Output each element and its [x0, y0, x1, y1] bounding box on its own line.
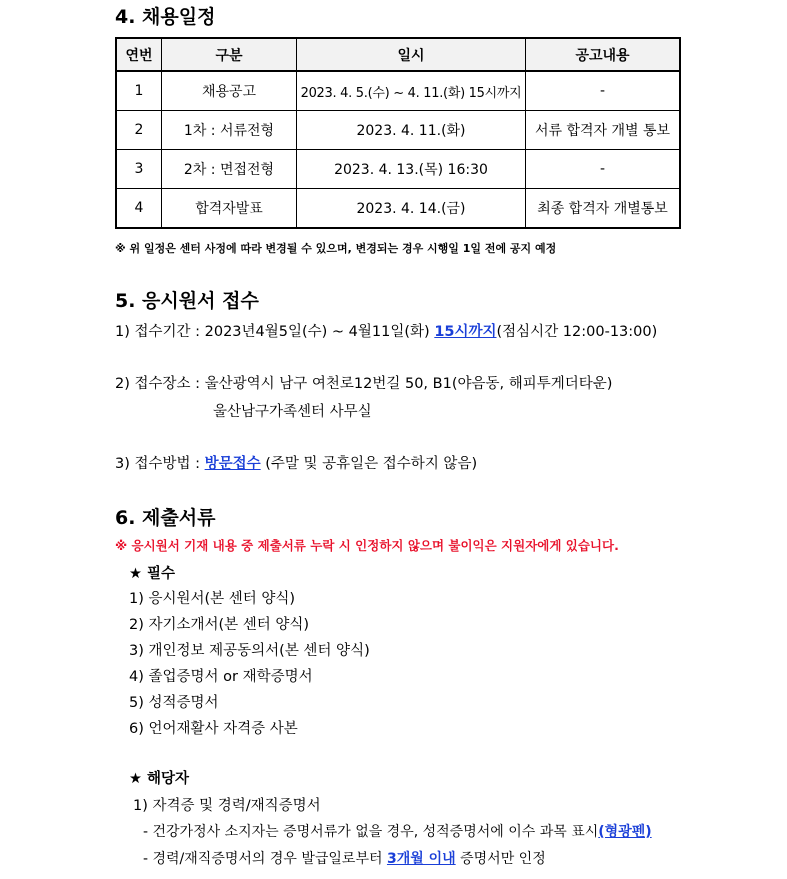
section4-title: 4. 채용일정: [115, 6, 216, 28]
schedule-table: [115, 37, 681, 229]
table-row: [116, 189, 680, 229]
section6-title: 6. 제출서류: [115, 507, 216, 529]
section5-title: 5. 응시원서 접수: [115, 290, 259, 312]
applicable-item: 1) 자격증 및 경력/재직증명서: [133, 798, 321, 814]
table-cell: 합격자발표: [162, 189, 297, 229]
sub-item-suffix: 증명서만 인정: [455, 851, 546, 867]
table-cell: 2023. 4. 13.(목) 16:30: [297, 150, 526, 189]
table-cell: 2: [116, 111, 162, 150]
table-header-cell: 연번: [116, 38, 162, 71]
period-deadline-highlight: 15시까지: [434, 324, 497, 340]
applicable-sub-item-2: [143, 848, 546, 868]
period-line: [115, 320, 657, 341]
table-cell: 서류 합격자 개별 통보: [526, 111, 681, 150]
table-cell: 최종 합격자 개별통보: [526, 189, 681, 229]
place-line-2: 울산남구가족센터 사무실: [213, 404, 372, 420]
required-heading: ★ 필수: [129, 566, 176, 582]
highlighter-highlight: (형광펜): [598, 824, 652, 840]
place-line: 2) 접수장소 : 울산광역시 남구 여천로12번길 50, B1(야음동, 해피투게더타운): [115, 376, 613, 392]
table-cell: 2023. 4. 11.(화): [297, 111, 526, 150]
table-cell: 채용공고: [162, 71, 297, 111]
applicable-sub-item-1: [143, 821, 652, 841]
table-cell: -: [526, 71, 681, 111]
table-cell: 2차 : 면접전형: [162, 150, 297, 189]
sub-item-text: - 건강가정사 소지자는 증명서류가 없을 경우, 성적증명서에 이수 과목 표시: [143, 824, 599, 840]
table-cell: 2023. 4. 5.(수) ~ 4. 11.(화) 15시까지: [297, 71, 526, 111]
documents-warning: ※ 응시원서 기재 내용 중 제출서류 누락 시 인정하지 않으며 불이익은 지원자에게 있습니다.: [115, 538, 619, 553]
method-note: (주말 및 공휴일은 접수하지 않음): [260, 456, 478, 472]
table-cell: 1: [116, 71, 162, 111]
table-cell: 4: [116, 189, 162, 229]
table-row: [116, 71, 680, 111]
table-cell: -: [526, 150, 681, 189]
table-header-cell: 일시: [297, 38, 526, 71]
schedule-note: ※ 위 일정은 센터 사정에 따라 변경될 수 있으며, 변경되는 경우 시행일 1일 전에 공지 예정: [115, 242, 557, 255]
list-item: 3) 개인정보 제공동의서(본 센터 양식): [129, 643, 370, 659]
table-cell: 1차 : 서류전형: [162, 111, 297, 150]
method-text: 3) 접수방법 :: [115, 456, 205, 472]
table-header-cell: 구분: [162, 38, 297, 71]
period-text: 1) 접수기간 : 2023년4월5일(수) ~ 4월11일(화): [115, 324, 435, 340]
list-item: 6) 언어재활사 자격증 사본: [129, 721, 298, 737]
list-item: 4) 졸업증명서 or 재학증명서: [129, 669, 313, 685]
table-cell: 3: [116, 150, 162, 189]
list-item: 5) 성적증명서: [129, 695, 219, 711]
table-header-row: [116, 38, 680, 71]
table-cell: 2023. 4. 14.(금): [297, 189, 526, 229]
method-highlight: 방문접수: [204, 456, 261, 472]
table-row: [116, 111, 680, 150]
sub-item-text: - 경력/재직증명서의 경우 발급일로부터: [143, 851, 387, 867]
list-item: 1) 응시원서(본 센터 양식): [129, 591, 296, 607]
period-lunch-text: (점심시간 12:00-13:00): [496, 324, 658, 340]
three-months-highlight: 3개월 이내: [386, 851, 456, 867]
table-row: [116, 150, 680, 189]
applicable-heading: ★ 해당자: [129, 771, 190, 787]
list-item: 2) 자기소개서(본 센터 양식): [129, 617, 310, 633]
method-line: [115, 452, 477, 473]
table-header-cell: 공고내용: [526, 38, 681, 71]
